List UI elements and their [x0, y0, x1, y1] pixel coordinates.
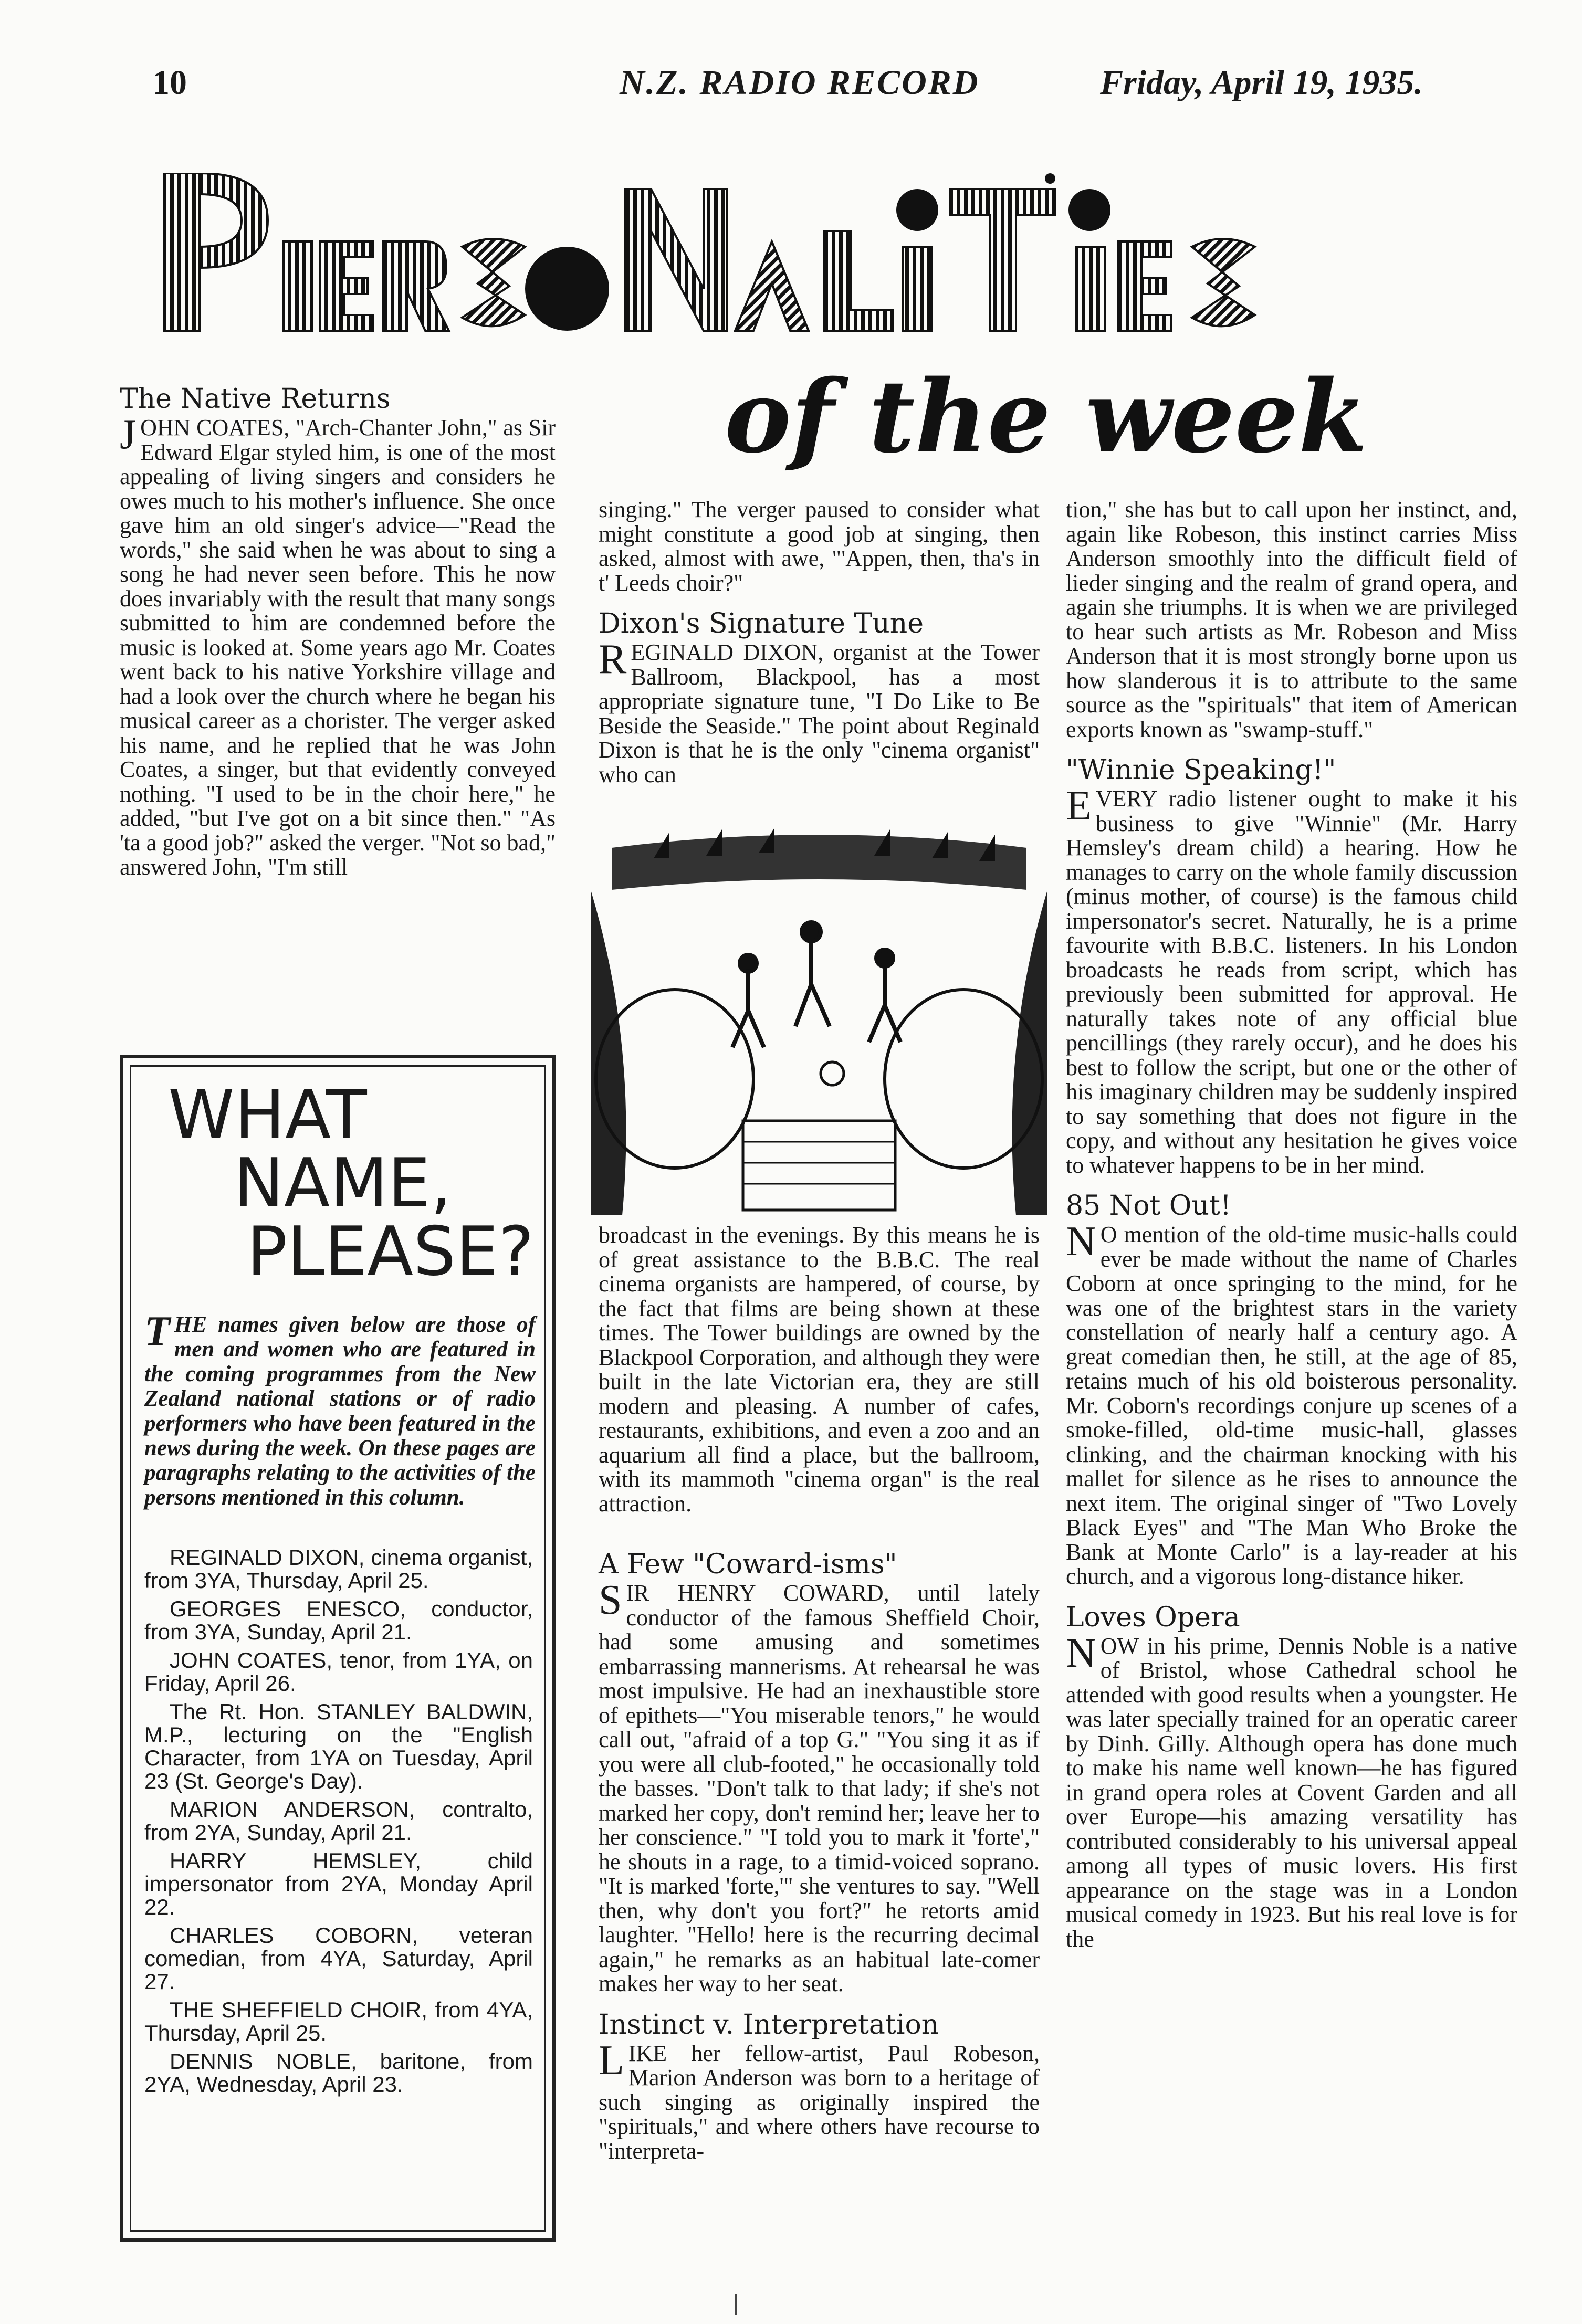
- article-dixon-continued: broadcast in the evenings. By this means he is of great assistance to the B.B.C. The real cinema organists are hampered, of course, by the fact that films are being shown at these times. The Tower buildings are owned by the Blackpool Corporation, and although they were built in the late Victorian era, they are still modern and pleasing. A number of cafes, restaurants, exhibitions, and even a zoo and an aquarium all find a place, but the ballroom, with its mammoth "cinema organ" is the real attraction.: [599, 1222, 1040, 1517]
- list-item: HARRY HEMSLEY, child impersonator from 2YA, Monday April 22.: [144, 1848, 533, 1919]
- column-three: [1066, 498, 1517, 1951]
- article-winnie: [1066, 783, 1517, 1178]
- heading-instinct: Instinct v. Interpretation: [599, 2008, 939, 2041]
- article-coborn: [1066, 1218, 1517, 1589]
- page-number: 10: [152, 64, 187, 102]
- article-instinct: [599, 2037, 1040, 2164]
- heading-winnie: "Winnie Speaking!": [1066, 754, 1336, 786]
- what-name-please-title: [147, 1076, 546, 1302]
- article-coward: [599, 1577, 1040, 1996]
- subtitle-text: of the week: [725, 358, 1368, 475]
- article-instinct-continued: tion," she has but to call upon her instinct, and, again like Robeson, this instinct carries Miss Anderson smoothly into the difficult field of lieder singing and the realm of grand opera, and again she triumphs. It is when we are privileged to hear such artists as Mr. Robeson and Miss Anderson that it is most strongly borne upon us how slanderous it is to attribute to the same source as the "spirituals" that item of American exports known as "swamp-stuff.": [1066, 497, 1517, 742]
- dropcap: S: [599, 1577, 622, 1623]
- column-two-bottom: [599, 1223, 1040, 2163]
- article-text: OHN COATES, "Arch-Chanter John," as Sir Edward Elgar styled him, is one of the most appealing of living singers and considers he owes much to his mother's influence. She once gave him an old singer's advice—"Read the words," she said when he was about to sing a song he had never seen before. This he now does invariably with the result that many songs submitted to him are condemned before the music is looked at. Some years ago Mr. Coates went back to his native Yorkshire village and had a look over the church where he began his musical career as a chorister. The verger asked his name, and he replied that he was John Coates, a singer, but that evidently conveyed nothing. "I used to be in the choir here," he added, "but I've got on a bit since then." "As 'ta a good job?" asked the verger. "Not so bad," answered John, "I'm still: [120, 415, 556, 880]
- masthead: N.Z. RADIO RECORD: [620, 64, 980, 102]
- issue-date: Friday, April 19, 1935.: [1100, 64, 1423, 102]
- heading-opera: Loves Opera: [1066, 1601, 1240, 1633]
- list-item: CHARLES COBORN, veteran comedian, from 4YA, Saturday, April 27.: [144, 1923, 533, 1994]
- heading-coward: A Few "Coward-isms": [599, 1549, 897, 1580]
- heading-coborn: 85 Not Out!: [1066, 1190, 1231, 1222]
- article-text: VERY radio listener ought to make it his business to give "Winnie" (Mr. Harry Hemsley's dream child) a hearing. How he manages to carry on the whole family discussion (minus mother, of course) is the famous child impersonator's secret. Naturally, he is a prime favourite with B.B.C. listeners. In his London broadcasts he reads from script, which has previously been submitted for approval. He naturally takes note of any official blue pencillings (they rarely occur), and he does his best to follow the script, but one or the other of his imaginary children may be suddenly inspired to say something that does not figure in the copy, and without any hesitation he gives voice to whatever happens to be in her mind.: [1066, 786, 1517, 1178]
- of-the-week-subtitle: [714, 341, 1439, 493]
- article-dixon: [599, 636, 1040, 787]
- article-text: O mention of the old-time music-halls could ever be made without the name of Charles Coborn at once springing to the mind, for he was one of the brightest stars in the variety constellation of nearly half a century ago. A great comedian then, he still, at the age of 85, retains much of his old boisterous personality. Mr. Coborn's recordings conjure up scenes of a smoke-filled, old-time music-hall, glasses clinking, and the chairman knocking with his mallet for silence as he rises to announce the next item. The original singer of "Two Lovely Black Eyes" and "The Man Who Broke the Bank at Monte Carlo" is a lay-reader at his church, and a vigorous long-distance hiker.: [1066, 1222, 1517, 1589]
- article-native-returns-continued: singing." The verger paused to consider what might constitute a good job at singing, then asked, almost with awe, "'Appen, then, tha's in t' Leeds choir?": [599, 497, 1040, 596]
- article-native-returns: [120, 412, 556, 880]
- article-text: OW in his prime, Dennis Noble is a native of Bristol, whose Cathedral school he attended with good results when a youngster. He was later specially trained for an operatic career by Dinh. Gilly. Although opera has done much to make his name well known—he has figured in grand opera roles at Covent Garden and all over Europe—his amazing versatility has contributed considerably to his universal appeal among all types of music lovers. His first appearance on the stage was in a London musical comedy in 1923. But his real love is for the: [1066, 1633, 1517, 1952]
- name-entries: [144, 1546, 533, 2101]
- article-text: IKE her fellow-artist, Paul Robeson, Marion Anderson was born to a heritage of such singing as originally inspired the "spirituals," and where others have recourse to "interpreta-: [599, 2040, 1040, 2164]
- title-line-1: WHAT: [168, 1076, 367, 1154]
- what-name-intro: [144, 1308, 536, 1510]
- title-line-2: NAME,: [234, 1144, 452, 1223]
- title-line-3: PLEASE?: [247, 1213, 534, 1291]
- article-text: EGINALD DIXON, organist at the Tower Ballroom, Blackpool, has a most appropriate signature tune, "I Do Like to Be Beside the Seaside." The point about Reginald Dixon is that he is the only "cinema organist" who can: [599, 639, 1040, 787]
- list-item: GEORGES ENESCO, conductor, from 3YA, Sunday, April 21.: [144, 1596, 533, 1644]
- list-item: MARION ANDERSON, contralto, from 2YA, Sunday, April 21.: [144, 1797, 533, 1845]
- list-item: JOHN COATES, tenor, from 1YA, on Friday, April 26.: [144, 1648, 533, 1696]
- dropcap: N: [1066, 1629, 1096, 1676]
- dropcap: R: [599, 636, 627, 682]
- column-two-top: [599, 498, 1040, 787]
- beach-illustration: [591, 827, 1047, 1215]
- heading-dixon: Dixon's Signature Tune: [599, 608, 924, 639]
- personalities-banner: [163, 173, 1475, 336]
- article-opera: [1066, 1629, 1517, 1952]
- dropcap: N: [1066, 1218, 1096, 1265]
- column-one: [120, 382, 556, 880]
- dropcap: L: [599, 2037, 624, 2084]
- heading-native-returns: The Native Returns: [120, 383, 391, 415]
- intro-text: HE names given below are those of men and women who are featured in the coming programmes from the New Zealand national stations or of radio performers who have been featured in the news during the week. On these pages are paragraphs relating to the activities of the persons mentioned in this column.: [144, 1312, 536, 1510]
- list-item: DENNIS NOBLE, baritone, from 2YA, Wednesday, April 23.: [144, 2049, 533, 2097]
- list-item: THE SHEFFIELD CHOIR, from 4YA, Thursday, April 25.: [144, 1997, 533, 2045]
- intro-dropcap: T: [144, 1308, 170, 1354]
- dropcap: J: [120, 412, 137, 458]
- article-text: IR HENRY COWARD, until lately conductor of the famous Sheffield Choir, had some amusing and sometimes embarrassing mannerisms. At rehearsal he was most impulsive. He had an inexhaustible store of epithets—"You miserable tenors," he would call out, "afraid of a top G." "You sing it as if you were all club-footed," he occasionally told the basses. "Don't talk to that lady; if she's not marked her copy, don't remind her; leave her to her conscience." "I told you to mark it 'forte'," he shouts in a rage, to a timid-voiced soprano. "It is marked 'forte,'" she ventures to say. "Well then, why don't you fort?" he retorts amid laughter. "Hello! here is the recurring decimal again," he remarks as an habitual late-comer makes her way to her seat.: [599, 1580, 1040, 1996]
- list-item: The Rt. Hon. STANLEY BALDWIN, M.P., lecturing on the "English Character, from 1YA on Tuesday, April 23 (St. George's Day).: [144, 1699, 533, 1793]
- list-item: REGINALD DIXON, cinema organist, from 3YA, Thursday, April 25.: [144, 1545, 533, 1593]
- dropcap: E: [1066, 783, 1092, 829]
- page-mark: [735, 2294, 737, 2315]
